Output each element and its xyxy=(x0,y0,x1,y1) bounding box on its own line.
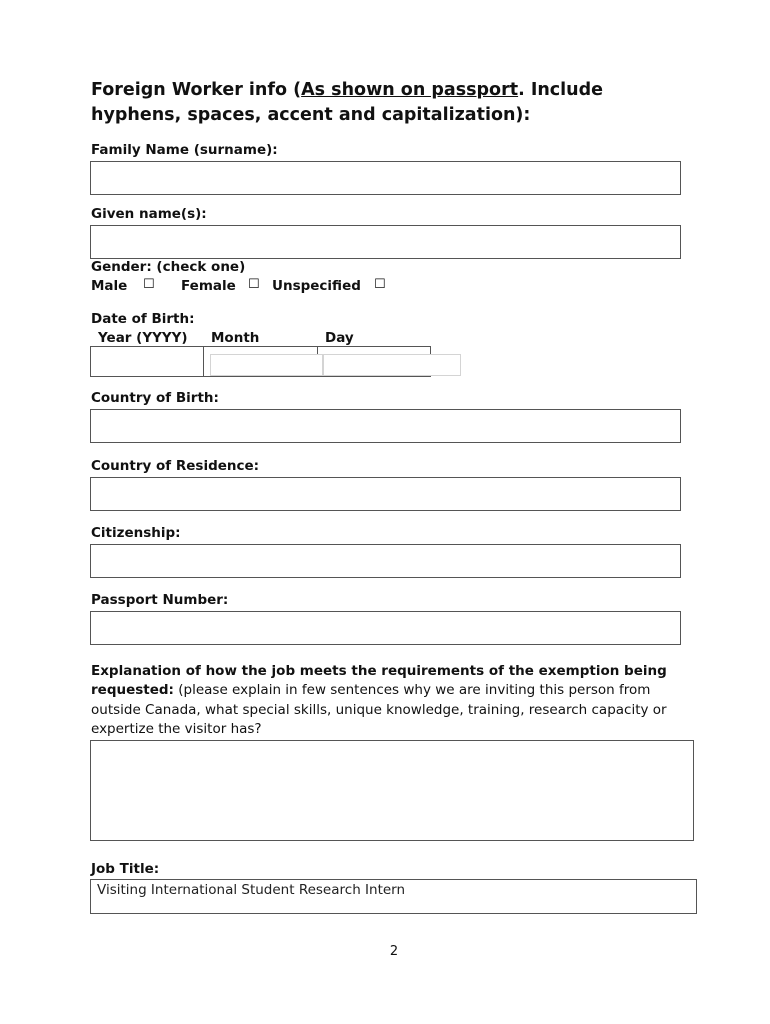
gender-unspecified-checkbox[interactable]: ☐ xyxy=(374,277,386,292)
dob-label: Date of Birth: xyxy=(91,311,195,327)
gender-option-female xyxy=(181,277,236,295)
job-title-input[interactable] xyxy=(90,879,697,914)
form-heading xyxy=(91,78,691,128)
heading-underlined: As shown on passport xyxy=(301,80,519,100)
dob-divider-1 xyxy=(203,346,204,377)
gender-label: Gender: (check one) xyxy=(91,259,246,275)
gender-option-male xyxy=(91,277,127,295)
job-title-label: Job Title: xyxy=(91,861,160,877)
gender-male-label: Male xyxy=(91,278,128,294)
citizenship-label: Citizenship: xyxy=(91,525,181,541)
given-names-input[interactable] xyxy=(90,225,681,259)
dob-year-label: Year (YYYY) xyxy=(98,330,188,346)
country-of-residence-input[interactable] xyxy=(90,477,681,511)
dob-day-label: Day xyxy=(325,330,354,346)
dob-year-input[interactable] xyxy=(91,347,202,376)
page-number: 2 xyxy=(389,944,399,959)
gender-male-checkbox[interactable]: ☐ xyxy=(143,277,155,292)
country-of-birth-input[interactable] xyxy=(90,409,681,443)
explanation-textarea[interactable] xyxy=(90,740,694,841)
dob-month-input[interactable] xyxy=(210,354,323,376)
heading-part1: Foreign Worker info ( xyxy=(91,80,302,100)
gender-option-unspecified xyxy=(272,277,361,295)
family-name-label: Family Name (surname): xyxy=(91,142,278,158)
gender-female-checkbox[interactable]: ☐ xyxy=(248,277,260,292)
dob-month-label: Month xyxy=(211,330,260,346)
gender-female-label: Female xyxy=(181,278,236,294)
family-name-input[interactable] xyxy=(90,161,681,195)
heading-part2: . Include hyphens, spaces, accent and capitalization): xyxy=(91,80,604,125)
explanation-prompt xyxy=(91,662,691,739)
country-of-residence-label: Country of Residence: xyxy=(91,458,260,474)
citizenship-input[interactable] xyxy=(90,544,681,578)
dob-day-input[interactable] xyxy=(323,354,461,376)
explanation-normal: (please explain in few sentences why we are inviting this person from outside Canada, what special skills, unique knowledge, training, research capacity or expertize the visitor has? xyxy=(91,682,667,737)
given-names-label: Given name(s): xyxy=(91,206,207,222)
explanation-bold: Explanation of how the job meets the requirements of the exemption being requested: xyxy=(91,663,667,699)
passport-number-label: Passport Number: xyxy=(91,592,229,608)
country-of-birth-label: Country of Birth: xyxy=(91,390,219,406)
gender-unspecified-label: Unspecified xyxy=(272,278,361,294)
passport-number-input[interactable] xyxy=(90,611,681,645)
